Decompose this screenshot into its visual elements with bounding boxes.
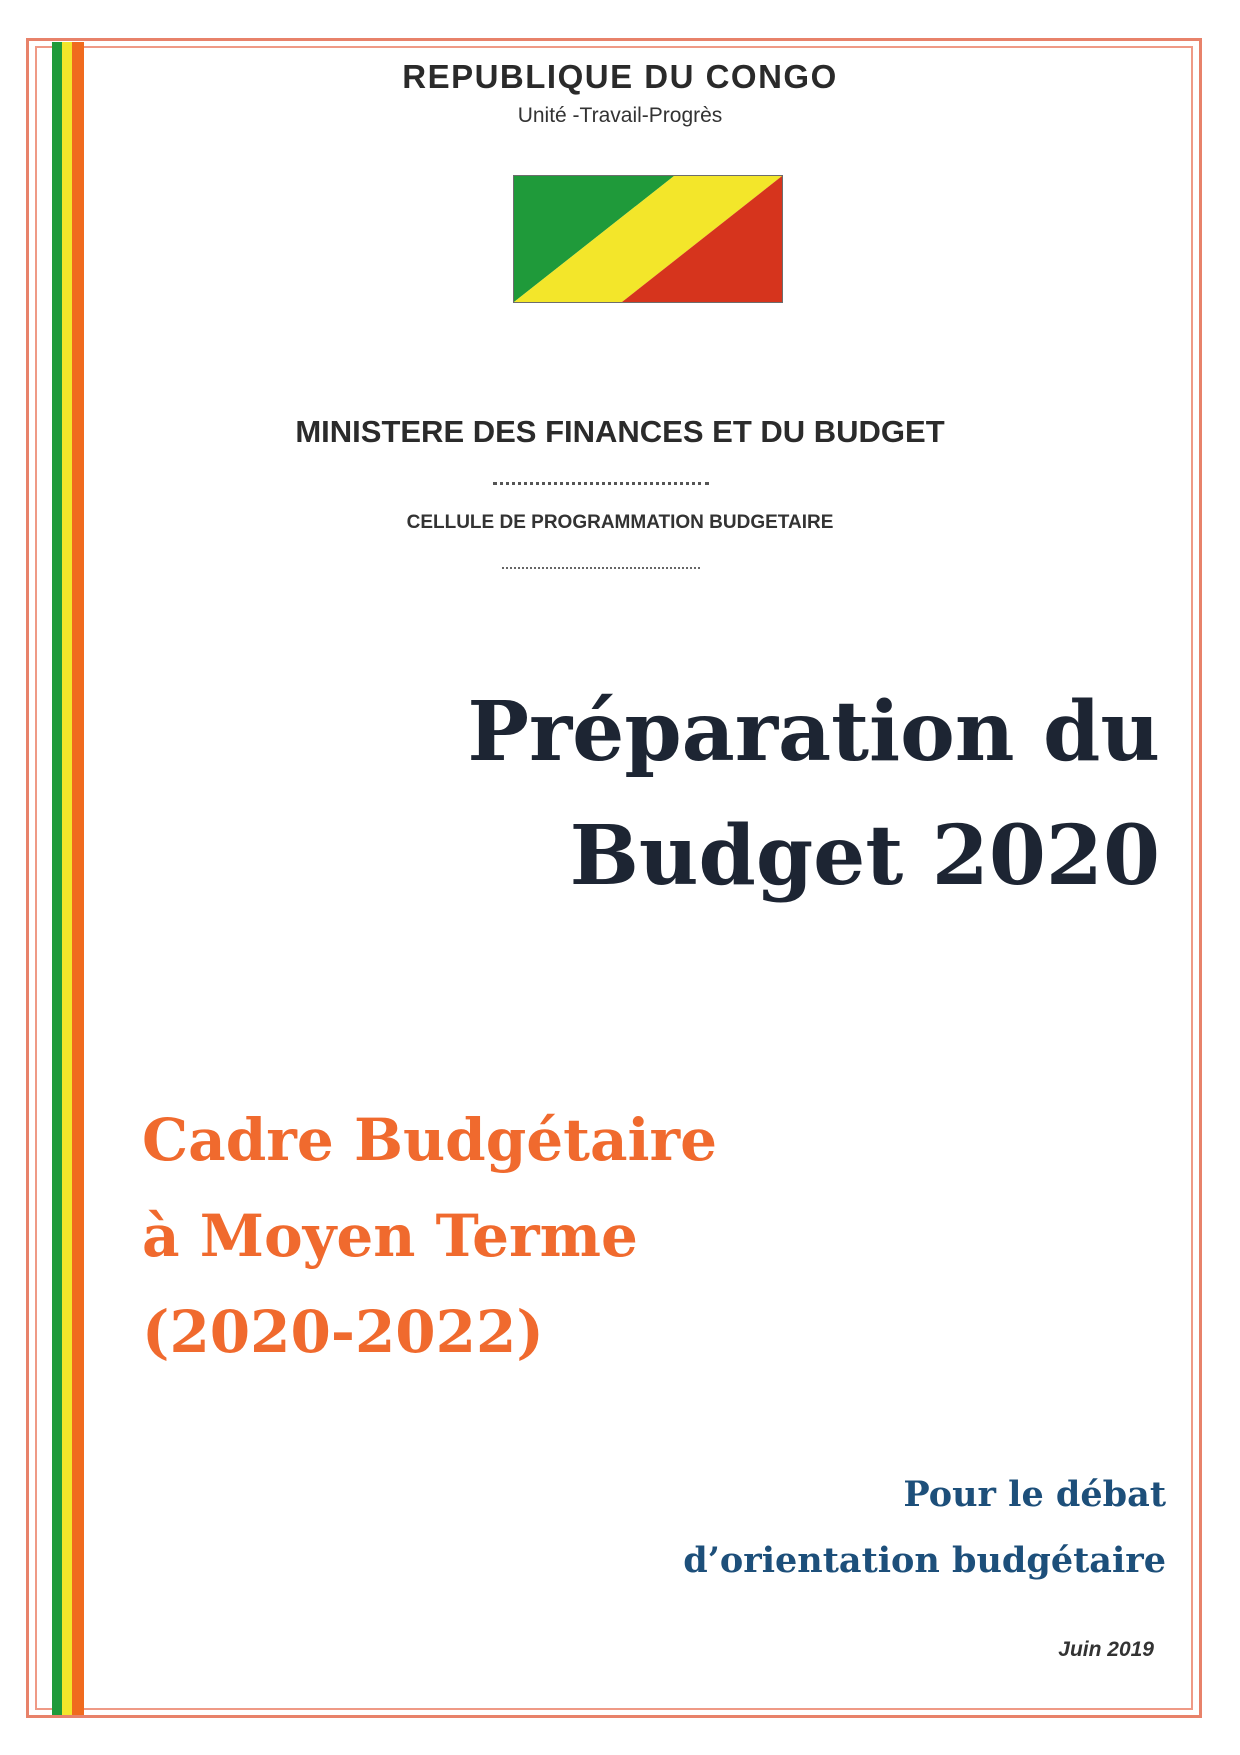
dotted-divider bbox=[493, 482, 709, 485]
congo-flag-icon bbox=[513, 175, 783, 303]
document-subtitle bbox=[142, 1092, 842, 1380]
dotted-divider bbox=[502, 567, 700, 569]
green-stripe bbox=[52, 42, 62, 1715]
ministry-name: MINISTERE DES FINANCES ET DU BUDGET bbox=[295, 414, 945, 449]
purpose-line: d’orientation budgétaire bbox=[683, 1540, 1166, 1581]
unit-name: CELLULE DE PROGRAMMATION BUDGETAIRE bbox=[406, 512, 834, 533]
document-purpose bbox=[466, 1462, 1166, 1594]
subtitle-line: à Moyen Terme bbox=[142, 1202, 638, 1270]
purpose-line: Pour le débat bbox=[903, 1474, 1166, 1515]
subtitle-line: (2020-2022) bbox=[142, 1298, 544, 1366]
orange-stripe bbox=[72, 42, 84, 1715]
document-title bbox=[360, 670, 1160, 918]
subtitle-line: Cadre Budgétaire bbox=[142, 1106, 718, 1174]
title-line: Budget 2020 bbox=[569, 808, 1160, 904]
title-line: Préparation du bbox=[467, 684, 1160, 780]
national-motto: Unité -Travail-Progrès bbox=[517, 104, 723, 127]
publication-date: Juin 2019 bbox=[1058, 1638, 1154, 1661]
yellow-stripe bbox=[62, 42, 72, 1715]
country-name: REPUBLIQUE DU CONGO bbox=[402, 58, 838, 95]
